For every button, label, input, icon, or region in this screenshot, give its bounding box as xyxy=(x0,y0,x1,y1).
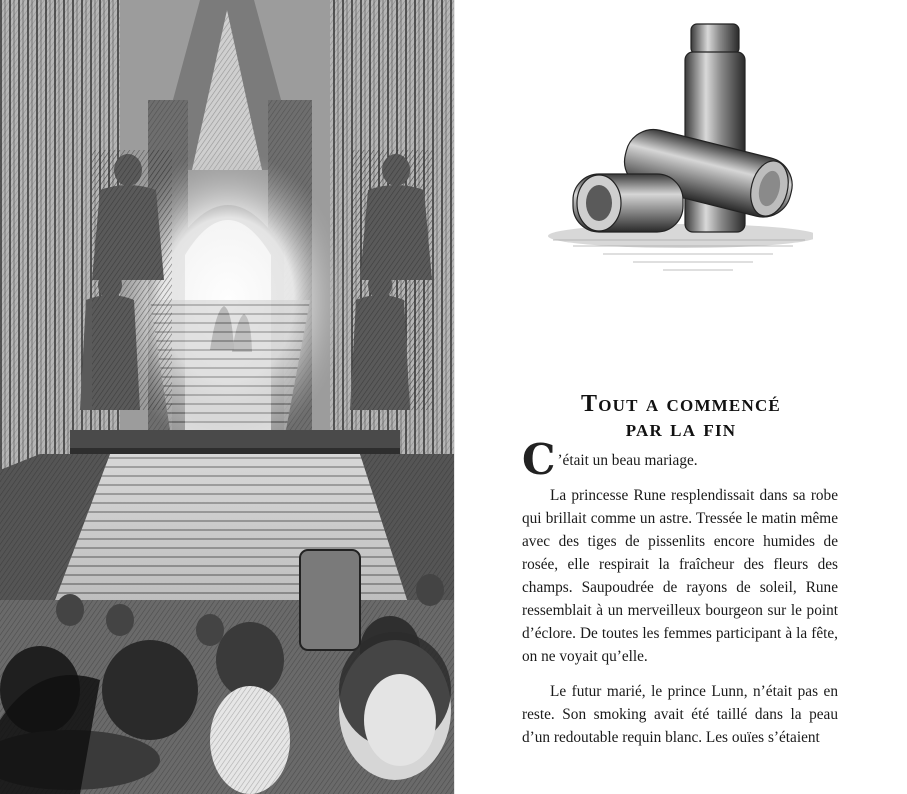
chapter-title-line-2: par la fin xyxy=(625,416,737,443)
paragraph-3: Le futur marié, le prince Lunn, n’était pas en reste. Son smoking avait été taillé dans la peau d’un redoutable requin blanc. Les ouïes s’étaient xyxy=(522,683,838,746)
paragraph-2: La princesse Rune resplendissait dans sa robe qui brillait comme un astre. Tressée le matin même avec des tiges de pissenlits encore humides de rosée, elle respirait la fraîcheur des fleurs des champs. Saupoudrée de rayons de soleil, Rune ressemblait à un merveilleux bourgeon sur le point d’éclore. De toutes les femmes participant à la fête, on ne voyait qu’elle. xyxy=(522,487,838,665)
chapter-title-line-1: Tout a commencé xyxy=(581,391,781,418)
paragraph-1-text: ’était un beau mariage. xyxy=(557,452,698,469)
thermos-vignette xyxy=(543,14,813,294)
right-page xyxy=(455,0,907,794)
drop-cap: C xyxy=(522,435,556,484)
paragraph-1 xyxy=(522,435,838,484)
body-text xyxy=(522,435,838,761)
